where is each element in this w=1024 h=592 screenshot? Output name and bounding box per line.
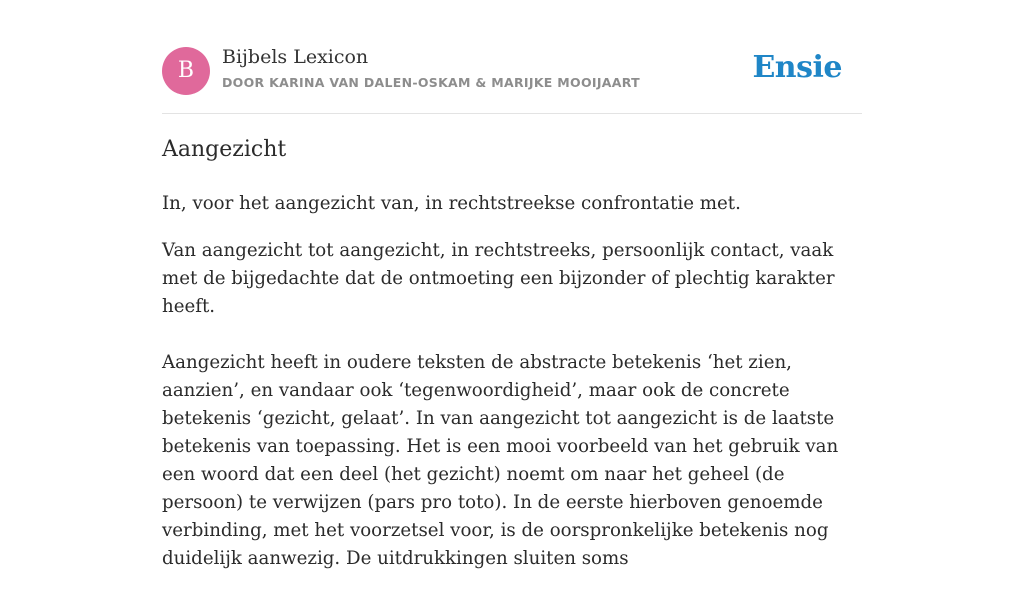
book-title[interactable]: Bijbels Lexicon — [222, 46, 369, 68]
entry-paragraph: Van aangezicht tot aangezicht, in rechtstreeks, persoonlijk contact, vaak met de bijgedachte dat de ontmoeting een bijzonder of plechtig karakter heeft. — [162, 240, 835, 317]
entry-title: Aangezicht — [162, 137, 287, 162]
book-authors: DOOR KARINA VAN DALEN-OSKAM & MARIJKE MOOIJAART — [222, 75, 640, 90]
header — [162, 0, 862, 114]
entry-paragraph: In, voor het aangezicht van, in rechtstreekse confrontatie met. — [162, 193, 741, 214]
page-container — [162, 0, 862, 569]
entry-paragraph: Aangezicht heeft in oudere teksten de abstracte betekenis ‘het zien, aanzien’, en vandaar ook ‘tegenwoordigheid’, maar ook de concrete betekenis ‘gezicht, gelaat’. In van aangezicht tot aangezicht is de laatste betekenis van toepassing. Het is een mooi voorbeeld van het gebruik van een woord dat een deel (het gezicht) noemt om naar het geheel (de persoon) te verwijzen (pars pro toto). In de eerste hierboven genoemde verbinding, met het voorzetsel voor, is de oorspronkelijke betekenis nog duidelijk aanwezig. De uitdrukkingen sluiten soms — [162, 352, 839, 569]
avatar[interactable]: B — [162, 47, 210, 95]
entry-body — [162, 190, 862, 592]
brand-logo[interactable]: Ensie — [752, 50, 842, 85]
